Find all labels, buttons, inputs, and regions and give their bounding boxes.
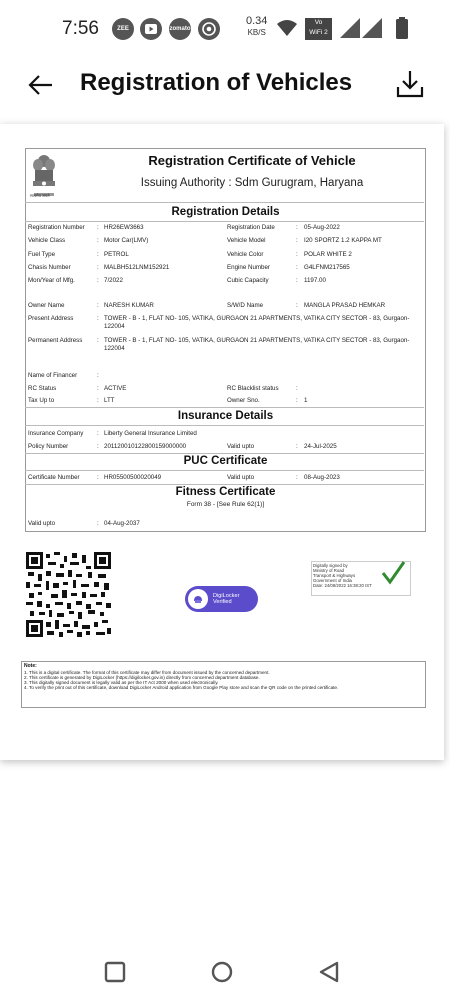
- net-speed-indicator: [246, 16, 267, 38]
- separator: :: [97, 337, 99, 344]
- vehicle-model-value: I20 SPORTZ 1.2 KAPPA MT: [304, 237, 382, 244]
- rc-status-value: ACTIVE: [104, 385, 127, 392]
- registration-number-label: Registration Number: [28, 224, 85, 231]
- fuel-type-value: PETROL: [104, 251, 129, 258]
- fitness-valid-upto-value: 04-Aug-2037: [104, 520, 140, 527]
- digilocker-verified-badge: [185, 586, 258, 612]
- battery-icon: [396, 17, 408, 39]
- digilocker-label: DigiLocker: [213, 592, 240, 599]
- zomato-notification-icon: zomato: [169, 18, 191, 40]
- volte-wifi-icon: [305, 18, 332, 40]
- net-speed-value: 0.34: [246, 15, 268, 27]
- divider: [25, 484, 424, 485]
- chrome-notification-icon: [198, 18, 220, 40]
- separator: :: [296, 224, 298, 231]
- swd-name-value: MANGLA PRASAD HEMKAR: [304, 302, 386, 309]
- emblem-caption: सत्यमेव जयते: [30, 193, 50, 198]
- download-icon[interactable]: [394, 68, 426, 100]
- registration-number-value: HR26EW3663: [104, 224, 144, 231]
- puc-valid-upto-label: Valid upto: [227, 474, 255, 481]
- separator: :: [296, 264, 298, 271]
- app-bar: [0, 58, 450, 116]
- separator: :: [97, 277, 99, 284]
- puc-certificate-heading: PUC Certificate: [183, 455, 268, 467]
- signature-line-2: Ministry of Road: [313, 568, 345, 573]
- fitness-certificate-heading: Fitness Certificate: [175, 486, 276, 498]
- separator: :: [97, 372, 99, 379]
- separator: :: [97, 251, 99, 258]
- certificate-title: Registration Certificate of Vehicle: [148, 153, 356, 168]
- back-arrow-icon[interactable]: [26, 70, 56, 100]
- separator: :: [296, 474, 298, 481]
- engine-number-value: G4LFNM217565: [304, 264, 350, 271]
- separator: :: [97, 397, 99, 404]
- separator: :: [97, 264, 99, 271]
- recent-apps-button[interactable]: [104, 961, 126, 983]
- divider: [25, 202, 424, 203]
- insurance-company-value: Liberty General Insurance Limited: [104, 430, 197, 437]
- policy-number-label: Policy Number: [28, 443, 69, 450]
- signature-line-5: Date: 24/08/2022 16:38:20 IST: [313, 583, 372, 588]
- cubic-capacity-label: Cubic Capacity: [227, 277, 269, 284]
- cell-signal-2-icon: [362, 18, 382, 38]
- separator: :: [97, 237, 99, 244]
- status-bar: [0, 0, 450, 58]
- wifi-signal-icon: [276, 19, 298, 37]
- vehicle-color-label: Vehicle Color: [227, 251, 264, 258]
- puc-certificate-number-value: HR05500500020049: [104, 474, 162, 481]
- cubic-capacity-value: 1197.00: [304, 277, 326, 284]
- insurance-valid-upto-label: Valid upto: [227, 443, 255, 450]
- permanent-address-value: TOWER - B - 1, FLAT NO- 105, VATIKA, GURGAON 21 APARTMENTS, VATIKA CITY SECTOR - 83, Gurgaon-122004: [104, 337, 410, 352]
- puc-valid-upto-value: 08-Aug-2023: [304, 474, 340, 481]
- separator: :: [296, 277, 298, 284]
- wifi-label: WiFi 2: [309, 29, 328, 36]
- separator: :: [296, 443, 298, 450]
- signature-line-1: Digitally signed by: [313, 563, 348, 568]
- note-line: 2. This certificate is generated by DigiLocker (https://digilocker.gov.in) directly from concerned department database.: [24, 675, 260, 680]
- separator: :: [296, 251, 298, 258]
- insurance-company-label: Insurance Company: [28, 430, 84, 437]
- divider: [25, 407, 424, 408]
- signature-valid-check-icon: [380, 560, 406, 586]
- verified-label: Verified: [213, 599, 232, 605]
- divider: [25, 453, 424, 454]
- registration-details-heading: Registration Details: [171, 206, 280, 218]
- divider: [25, 425, 424, 426]
- separator: :: [97, 385, 99, 392]
- owner-name-value: NARESH KUMAR: [104, 302, 154, 309]
- policy-number-value: 201120010122800159000000: [104, 443, 187, 450]
- separator: :: [97, 302, 99, 309]
- insurance-valid-upto-value: 24-Jul-2025: [304, 443, 337, 450]
- swd-name-label: S/W/D Name: [227, 302, 264, 309]
- note-line: 1. This is a digital certificate. The format of this certificate may differ from document issued by the concerned department.: [24, 670, 270, 675]
- present-address-value: TOWER - B - 1, FLAT NO- 105, VATIKA, GURGAON 21 APARTMENTS, VATIKA CITY SECTOR - 83, Gurgaon-122004: [104, 315, 410, 330]
- financer-label: Name of Financer: [28, 372, 78, 379]
- digital-signature-text: [313, 563, 383, 588]
- tax-up-to-value: LTT: [104, 397, 115, 404]
- owner-name-label: Owner Name: [28, 302, 65, 309]
- separator: :: [296, 385, 298, 392]
- note-line: 4. To verify the print out of this certificate, download DigiLocker Android application from Google Play store and scan the QR code on the printed certificate.: [24, 685, 339, 690]
- qr-code: [26, 552, 111, 637]
- note-title: Note:: [24, 663, 37, 669]
- signature-line-4: Government of India: [313, 578, 352, 583]
- mfg-date-value: 7/2022: [104, 277, 123, 284]
- cell-signal-1-icon: [340, 18, 360, 38]
- fitness-valid-upto-label: Valid upto: [28, 520, 56, 527]
- chasis-number-label: Chasis Number: [28, 264, 71, 271]
- rc-status-label: RC Status: [28, 385, 57, 392]
- puc-certificate-number-label: Certificate Number: [28, 474, 80, 481]
- signature-line-3: Transport & Highways: [313, 573, 356, 578]
- volte-label: Vo: [314, 19, 323, 26]
- chasis-number-value: MALBH512LNM152921: [104, 264, 170, 271]
- separator: :: [296, 237, 298, 244]
- separator: :: [97, 443, 99, 450]
- youtube-notification-icon: [140, 18, 162, 40]
- separator: :: [296, 397, 298, 404]
- issuing-authority: Issuing Authority : Sdm Gurugram, Haryana: [140, 177, 364, 189]
- mfg-date-label: Mon/Year of Mfg.: [28, 277, 75, 284]
- engine-number-label: Engine Number: [227, 264, 270, 271]
- tax-up-to-label: Tax Up to: [28, 397, 55, 404]
- note-line: 3. This digitally signed document is legally valid as per the IT Act 2000 when used electronically.: [24, 680, 219, 685]
- page-title: Registration of Vehicles: [80, 69, 353, 96]
- separator: :: [296, 302, 298, 309]
- zee-notification-icon: ZEE: [112, 18, 134, 40]
- owner-sno-label: Owner Sno.: [227, 397, 260, 404]
- divider: [25, 221, 424, 222]
- digilocker-logo-icon: [188, 589, 208, 609]
- present-address-label: Present Address: [28, 315, 74, 322]
- vehicle-class-label: Vehicle Class: [28, 237, 66, 244]
- vehicle-class-value: Motor Car(LMV): [104, 237, 149, 244]
- divider: [25, 470, 424, 471]
- vehicle-color-value: POLAR WHITE 2: [304, 251, 352, 258]
- rc-blacklist-label: RC Blacklist status: [227, 385, 279, 392]
- home-button[interactable]: [211, 961, 233, 983]
- insurance-details-heading: Insurance Details: [177, 410, 274, 422]
- net-speed-unit: KB/S: [247, 28, 266, 37]
- vehicle-model-label: Vehicle Model: [227, 237, 266, 244]
- separator: :: [97, 474, 99, 481]
- registration-date-value: 05-Aug-2022: [304, 224, 340, 231]
- owner-sno-value: 1: [304, 397, 308, 404]
- fitness-form-subtitle: Form 38 - [See Rule 62(1)]: [186, 501, 265, 508]
- permanent-address-label: Permanent Address: [28, 337, 83, 344]
- status-time: 7:56: [62, 18, 99, 39]
- separator: :: [97, 315, 99, 322]
- separator: :: [97, 430, 99, 437]
- separator: :: [97, 224, 99, 231]
- back-button[interactable]: [318, 961, 340, 983]
- separator: :: [97, 520, 99, 527]
- registration-date-label: Registration Date: [227, 224, 275, 231]
- fuel-type-label: Fuel Type: [28, 251, 56, 258]
